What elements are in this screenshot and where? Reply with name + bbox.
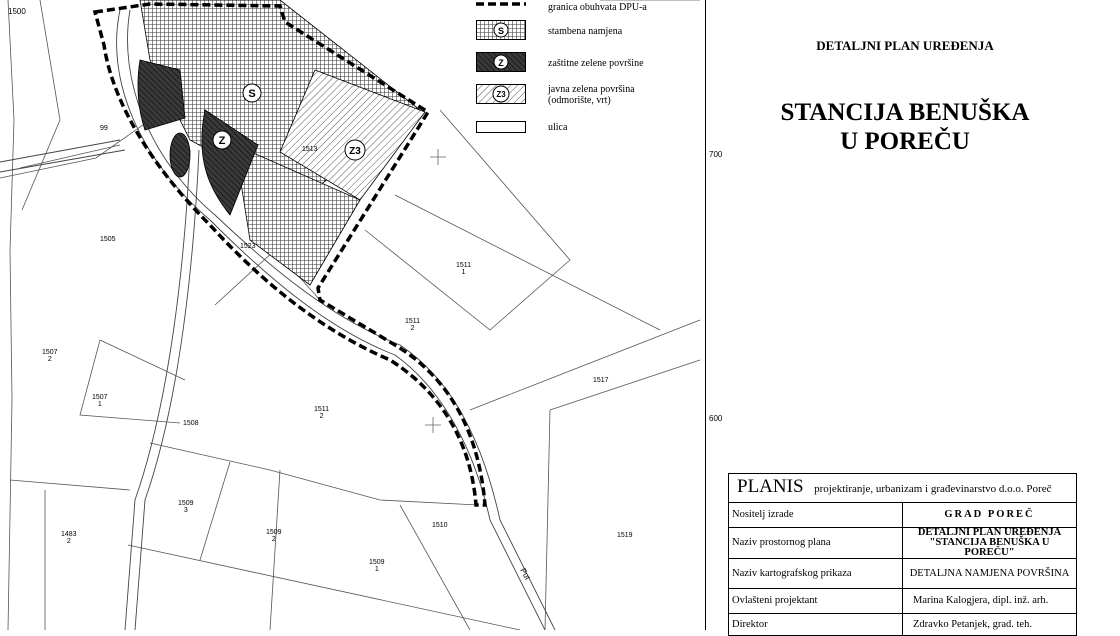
title-block-row (729, 589, 1077, 614)
legend-label-public-green: javna zelena površina (odmorište, vrt) (548, 84, 635, 106)
legend-public-green-icon (476, 84, 526, 104)
parcel-number: 1511 2 (405, 318, 421, 332)
row-label: Nositelj izrade (729, 503, 903, 528)
road-name: Put (518, 566, 533, 582)
legend-residential-icon (476, 20, 526, 40)
parcel-number: 1508 (183, 420, 199, 427)
parcel-number: 1505 (100, 236, 116, 243)
parcel-number: 1517 (593, 377, 609, 384)
row-value-line-2: "STANCIJA BENUŠKA U POREČU" (929, 537, 1050, 558)
row-value (903, 528, 1077, 559)
zone-label-z3: Z3 (349, 146, 361, 157)
zone-protective-green-west (138, 60, 185, 130)
zone-protective-green-island (170, 133, 190, 177)
plan-title-line-1: STANCIJA BENUŠKA (780, 99, 1030, 126)
title-block-header (729, 474, 1077, 503)
zone-label-z: Z (218, 135, 226, 147)
map-legend (476, 0, 706, 150)
row-label: Naziv prostornog plana (729, 528, 903, 559)
coord-label-1500: 1500 (8, 7, 26, 16)
zone-label-s: S (248, 88, 256, 100)
legend-label-boundary: granica obuhvata DPU-a (548, 2, 647, 13)
title-block-row (729, 528, 1077, 559)
plan-title (720, 98, 1090, 156)
title-block (728, 473, 1077, 636)
parcel-number: 1509 1 (369, 559, 385, 573)
legend-protective-green-icon (476, 52, 526, 72)
sheet-divider (705, 0, 706, 630)
parcel-number: 1523 (240, 243, 256, 250)
parcel-number: 1519 (617, 532, 633, 539)
row-value: Zdravko Petanjek, grad. teh. (903, 614, 1077, 636)
plan-type-heading: DETALJNI PLAN UREĐENJA (816, 38, 994, 53)
parcel-number: 99 (100, 125, 108, 132)
title-block-row (729, 503, 1077, 528)
row-label: Naziv kartografskog prikaza (729, 559, 903, 589)
parcel-number: 1510 (432, 522, 448, 529)
title-block-row (729, 559, 1077, 589)
legend-label-street: ulica (548, 122, 568, 133)
legend-dashed-line-icon (476, 0, 526, 16)
parcel-number: 1507 1 (92, 394, 108, 408)
row-label: Direktor (729, 614, 903, 636)
parcel-number: 1509 2 (266, 529, 282, 543)
parcel-number: 1511 1 (456, 262, 472, 276)
legend-symbol-s: S (497, 26, 505, 36)
title-block-row (729, 614, 1077, 636)
legend-symbol-z: Z (498, 58, 504, 68)
row-value: GRAD POREČ (903, 503, 1077, 528)
parcel-number: 1513 (302, 146, 318, 153)
row-value: Marina Kalogjera, dipl. inž. arh. (903, 589, 1077, 614)
parcel-number: 1507 2 (42, 349, 58, 363)
parcel-number: 1509 3 (178, 500, 194, 514)
survey-crosses (425, 149, 446, 433)
legend-label-protective-green: zaštitne zelene površine (548, 58, 644, 69)
row-value-line-1: DETALJNI PLAN UREĐENJA (917, 527, 1062, 538)
legend-label-residential: stambena namjena (548, 26, 623, 37)
firm-description: projektiranje, urbanizam i građevinarstvo d.o.o. Poreč (814, 482, 1052, 495)
parcel-number: 1511 2 (314, 406, 330, 420)
coord-label-600: 600 (709, 414, 723, 423)
coord-label-700: 700 (709, 150, 723, 159)
plan-title-line-2: U POREČU (840, 128, 970, 155)
firm-name: PLANIS (737, 475, 804, 497)
parcel-number: 1483 2 (61, 531, 77, 545)
row-label: Ovlašteni projektant (729, 589, 903, 614)
row-value: DETALJNA NAMJENA POVRŠINA (903, 559, 1077, 589)
legend-symbol-z3: Z3 (496, 90, 506, 99)
legend-street-icon (476, 120, 526, 134)
legend-item-boundary (476, 0, 526, 16)
